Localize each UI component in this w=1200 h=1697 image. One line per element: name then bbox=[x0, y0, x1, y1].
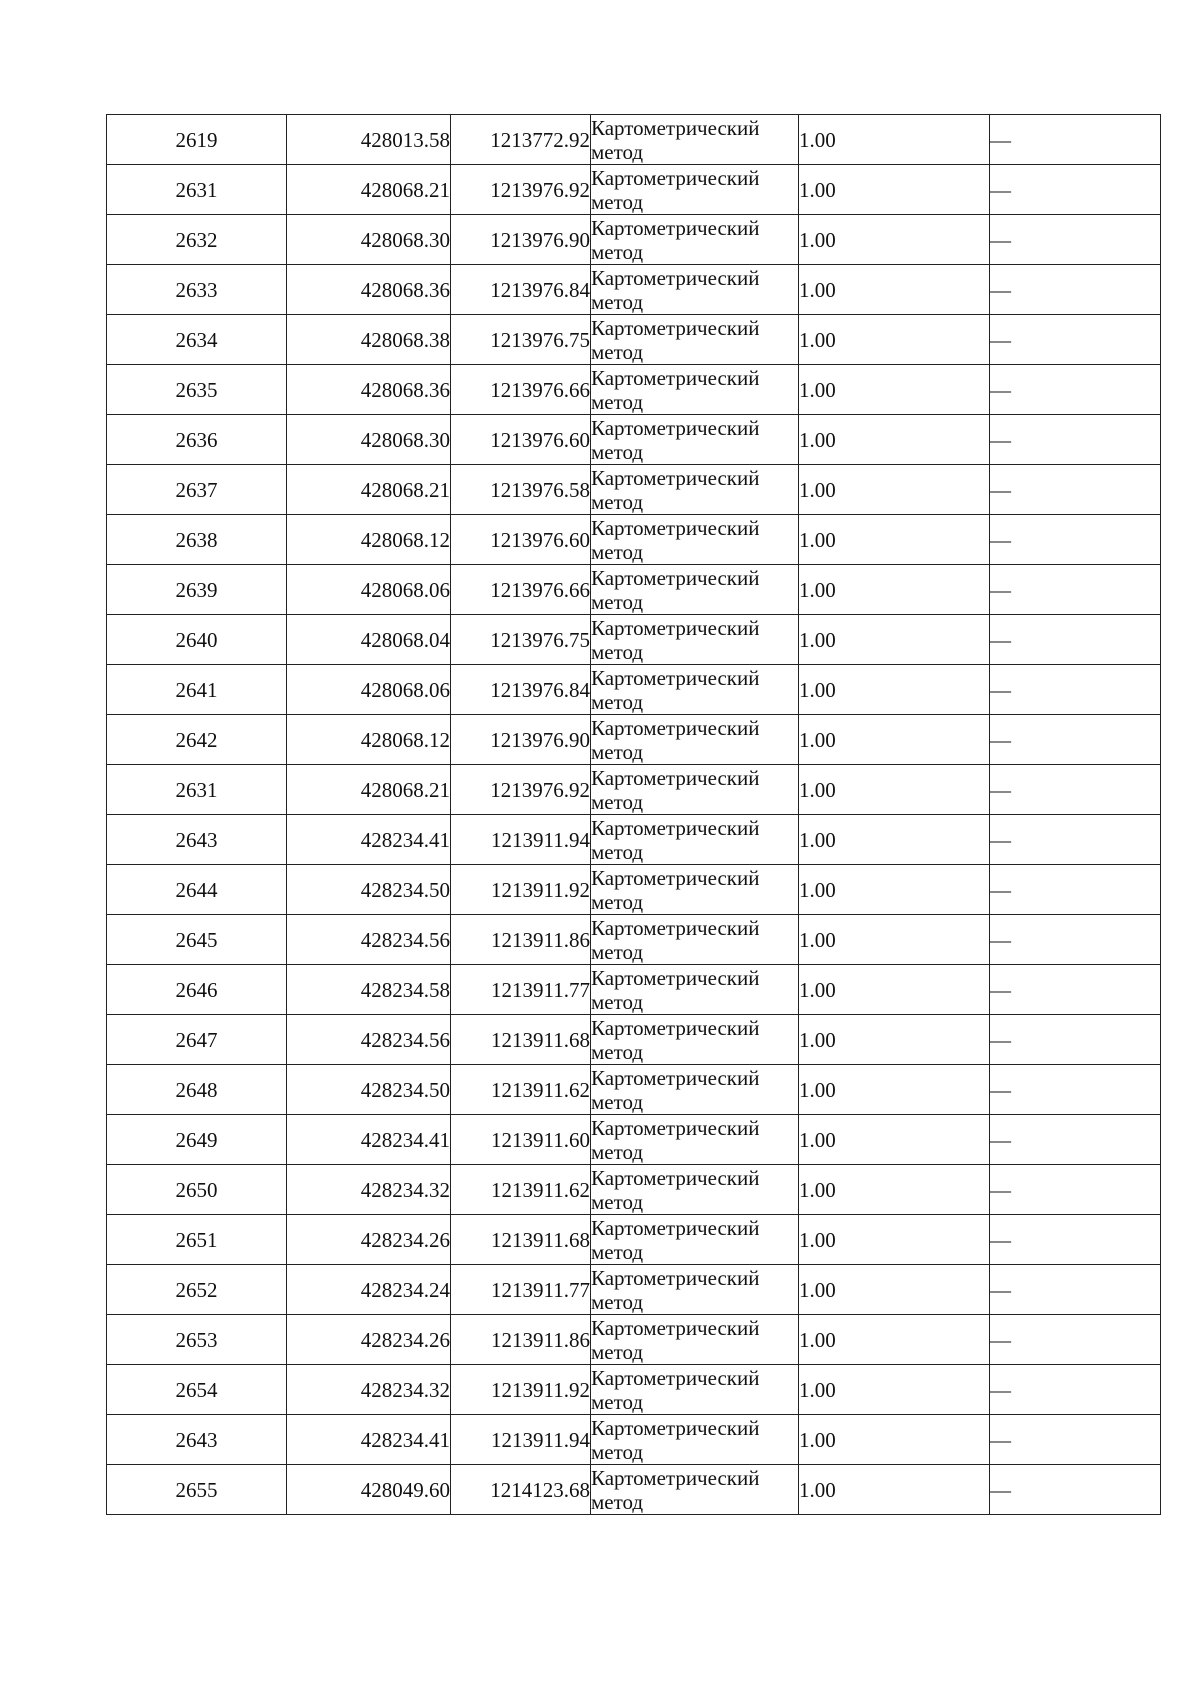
x-coordinate-cell: 428234.41 bbox=[287, 1415, 451, 1465]
x-coordinate-cell: 428068.12 bbox=[287, 515, 451, 565]
description-cell: — bbox=[990, 1015, 1161, 1065]
point-number-cell: 2641 bbox=[107, 665, 287, 715]
method-line-2: метод bbox=[591, 689, 644, 714]
method-line-2: метод bbox=[591, 1139, 644, 1164]
table-row bbox=[107, 1015, 1161, 1065]
accuracy-cell: 1.00 bbox=[799, 615, 990, 665]
accuracy-cell: 1.00 bbox=[799, 1465, 990, 1515]
description-cell: — bbox=[990, 265, 1161, 315]
x-coordinate-cell: 428234.58 bbox=[287, 965, 451, 1015]
table-row bbox=[107, 865, 1161, 915]
table-row bbox=[107, 115, 1161, 165]
x-coordinate-cell: 428068.21 bbox=[287, 465, 451, 515]
table-row bbox=[107, 465, 1161, 515]
method-cell bbox=[591, 1315, 799, 1365]
y-coordinate-cell: 1213976.58 bbox=[451, 465, 591, 515]
point-number-cell: 2647 bbox=[107, 1015, 287, 1065]
method-line-2: метод bbox=[591, 1289, 644, 1314]
y-coordinate-cell: 1213911.92 bbox=[451, 1365, 591, 1415]
y-coordinate-cell: 1213911.94 bbox=[451, 815, 591, 865]
x-coordinate-cell: 428234.32 bbox=[287, 1365, 451, 1415]
method-line-2: метод bbox=[591, 1489, 644, 1514]
x-coordinate-cell: 428068.21 bbox=[287, 165, 451, 215]
method-line-1: Картометрический bbox=[591, 315, 760, 340]
description-cell: — bbox=[990, 1215, 1161, 1265]
description-cell: — bbox=[990, 815, 1161, 865]
method-line-1: Картометрический bbox=[591, 1315, 760, 1340]
table-row bbox=[107, 515, 1161, 565]
accuracy-cell: 1.00 bbox=[799, 765, 990, 815]
description-cell: — bbox=[990, 1365, 1161, 1415]
method-line-2: метод bbox=[591, 739, 644, 764]
description-cell: — bbox=[990, 715, 1161, 765]
method-line-2: метод bbox=[591, 1239, 644, 1264]
accuracy-cell: 1.00 bbox=[799, 1015, 990, 1065]
accuracy-cell: 1.00 bbox=[799, 565, 990, 615]
accuracy-cell: 1.00 bbox=[799, 365, 990, 415]
point-number-cell: 2638 bbox=[107, 515, 287, 565]
y-coordinate-cell: 1213911.77 bbox=[451, 965, 591, 1015]
method-cell bbox=[591, 1065, 799, 1115]
x-coordinate-cell: 428068.12 bbox=[287, 715, 451, 765]
point-number-cell: 2651 bbox=[107, 1215, 287, 1265]
y-coordinate-cell: 1213911.86 bbox=[451, 1315, 591, 1365]
table-row bbox=[107, 965, 1161, 1015]
x-coordinate-cell: 428234.26 bbox=[287, 1215, 451, 1265]
method-cell bbox=[591, 615, 799, 665]
y-coordinate-cell: 1213911.68 bbox=[451, 1215, 591, 1265]
method-line-2: метод bbox=[591, 1339, 644, 1364]
x-coordinate-cell: 428234.56 bbox=[287, 915, 451, 965]
method-cell bbox=[591, 965, 799, 1015]
method-cell bbox=[591, 665, 799, 715]
method-line-1: Картометрический bbox=[591, 815, 760, 840]
table-row bbox=[107, 1415, 1161, 1465]
y-coordinate-cell: 1213976.66 bbox=[451, 565, 591, 615]
point-number-cell: 2642 bbox=[107, 715, 287, 765]
description-cell: — bbox=[990, 465, 1161, 515]
method-line-1: Картометрический bbox=[591, 415, 760, 440]
description-cell: — bbox=[990, 365, 1161, 415]
method-line-2: метод bbox=[591, 389, 644, 414]
x-coordinate-cell: 428234.26 bbox=[287, 1315, 451, 1365]
table-row bbox=[107, 1465, 1161, 1515]
method-line-1: Картометрический bbox=[591, 765, 760, 790]
method-line-1: Картометрический bbox=[591, 1415, 760, 1440]
method-line-2: метод bbox=[591, 539, 644, 564]
point-number-cell: 2655 bbox=[107, 1465, 287, 1515]
accuracy-cell: 1.00 bbox=[799, 865, 990, 915]
accuracy-cell: 1.00 bbox=[799, 465, 990, 515]
accuracy-cell: 1.00 bbox=[799, 1415, 990, 1465]
x-coordinate-cell: 428234.41 bbox=[287, 815, 451, 865]
description-cell: — bbox=[990, 1465, 1161, 1515]
x-coordinate-cell: 428068.36 bbox=[287, 365, 451, 415]
table-row bbox=[107, 565, 1161, 615]
table-row bbox=[107, 915, 1161, 965]
method-cell bbox=[591, 265, 799, 315]
x-coordinate-cell: 428068.30 bbox=[287, 215, 451, 265]
method-line-2: метод bbox=[591, 339, 644, 364]
table-row bbox=[107, 765, 1161, 815]
method-line-2: метод bbox=[591, 839, 644, 864]
method-line-1: Картометрический bbox=[591, 265, 760, 290]
y-coordinate-cell: 1214123.68 bbox=[451, 1465, 591, 1515]
description-cell: — bbox=[990, 165, 1161, 215]
method-line-1: Картометрический bbox=[591, 1165, 760, 1190]
y-coordinate-cell: 1213911.86 bbox=[451, 915, 591, 965]
point-number-cell: 2632 bbox=[107, 215, 287, 265]
method-line-1: Картометрический bbox=[591, 615, 760, 640]
point-number-cell: 2643 bbox=[107, 1415, 287, 1465]
description-cell: — bbox=[990, 865, 1161, 915]
table-row bbox=[107, 315, 1161, 365]
method-line-1: Картометрический bbox=[591, 1465, 760, 1490]
table-row bbox=[107, 1365, 1161, 1415]
x-coordinate-cell: 428068.06 bbox=[287, 665, 451, 715]
table-row bbox=[107, 1065, 1161, 1115]
description-cell: — bbox=[990, 1115, 1161, 1165]
y-coordinate-cell: 1213976.84 bbox=[451, 265, 591, 315]
description-cell: — bbox=[990, 1265, 1161, 1315]
y-coordinate-cell: 1213911.62 bbox=[451, 1165, 591, 1215]
accuracy-cell: 1.00 bbox=[799, 1165, 990, 1215]
method-line-2: метод bbox=[591, 189, 644, 214]
point-number-cell: 2637 bbox=[107, 465, 287, 515]
x-coordinate-cell: 428068.38 bbox=[287, 315, 451, 365]
point-number-cell: 2650 bbox=[107, 1165, 287, 1215]
y-coordinate-cell: 1213976.90 bbox=[451, 715, 591, 765]
method-cell bbox=[591, 465, 799, 515]
y-coordinate-cell: 1213911.60 bbox=[451, 1115, 591, 1165]
method-cell bbox=[591, 915, 799, 965]
method-line-2: метод bbox=[591, 939, 644, 964]
table-row bbox=[107, 365, 1161, 415]
table-row bbox=[107, 1315, 1161, 1365]
table-row bbox=[107, 1115, 1161, 1165]
method-cell bbox=[591, 1015, 799, 1065]
method-line-1: Картометрический bbox=[591, 365, 760, 390]
method-line-1: Картометрический bbox=[591, 1365, 760, 1390]
method-line-1: Картометрический bbox=[591, 165, 760, 190]
description-cell: — bbox=[990, 415, 1161, 465]
x-coordinate-cell: 428049.60 bbox=[287, 1465, 451, 1515]
accuracy-cell: 1.00 bbox=[799, 965, 990, 1015]
point-number-cell: 2635 bbox=[107, 365, 287, 415]
method-cell bbox=[591, 215, 799, 265]
method-line-1: Картометрический bbox=[591, 565, 760, 590]
y-coordinate-cell: 1213976.60 bbox=[451, 415, 591, 465]
accuracy-cell: 1.00 bbox=[799, 1115, 990, 1165]
x-coordinate-cell: 428068.21 bbox=[287, 765, 451, 815]
method-line-1: Картометрический bbox=[591, 965, 760, 990]
accuracy-cell: 1.00 bbox=[799, 915, 990, 965]
y-coordinate-cell: 1213911.94 bbox=[451, 1415, 591, 1465]
description-cell: — bbox=[990, 1065, 1161, 1115]
table-row bbox=[107, 715, 1161, 765]
table-row bbox=[107, 165, 1161, 215]
method-cell bbox=[591, 165, 799, 215]
coordinates-table-body bbox=[107, 115, 1161, 1515]
method-line-1: Картометрический bbox=[591, 915, 760, 940]
method-line-2: метод bbox=[591, 239, 644, 264]
table-row bbox=[107, 815, 1161, 865]
table-row bbox=[107, 615, 1161, 665]
point-number-cell: 2644 bbox=[107, 865, 287, 915]
method-line-2: метод bbox=[591, 1189, 644, 1214]
table-row bbox=[107, 1215, 1161, 1265]
method-line-1: Картометрический bbox=[591, 1215, 760, 1240]
x-coordinate-cell: 428068.06 bbox=[287, 565, 451, 615]
method-cell bbox=[591, 1365, 799, 1415]
point-number-cell: 2653 bbox=[107, 1315, 287, 1365]
method-line-2: метод bbox=[591, 439, 644, 464]
method-cell bbox=[591, 415, 799, 465]
accuracy-cell: 1.00 bbox=[799, 515, 990, 565]
method-cell bbox=[591, 1265, 799, 1315]
description-cell: — bbox=[990, 1315, 1161, 1365]
method-cell bbox=[591, 315, 799, 365]
method-line-2: метод bbox=[591, 889, 644, 914]
x-coordinate-cell: 428234.32 bbox=[287, 1165, 451, 1215]
description-cell: — bbox=[990, 765, 1161, 815]
point-number-cell: 2634 bbox=[107, 315, 287, 365]
description-cell: — bbox=[990, 1415, 1161, 1465]
table-row bbox=[107, 665, 1161, 715]
table-row bbox=[107, 215, 1161, 265]
accuracy-cell: 1.00 bbox=[799, 1365, 990, 1415]
x-coordinate-cell: 428234.50 bbox=[287, 1065, 451, 1115]
table-row bbox=[107, 1265, 1161, 1315]
method-line-1: Картометрический bbox=[591, 665, 760, 690]
x-coordinate-cell: 428013.58 bbox=[287, 115, 451, 165]
y-coordinate-cell: 1213976.66 bbox=[451, 365, 591, 415]
method-cell bbox=[591, 1115, 799, 1165]
description-cell: — bbox=[990, 115, 1161, 165]
description-cell: — bbox=[990, 915, 1161, 965]
method-cell bbox=[591, 1415, 799, 1465]
description-cell: — bbox=[990, 515, 1161, 565]
method-cell bbox=[591, 365, 799, 415]
y-coordinate-cell: 1213911.62 bbox=[451, 1065, 591, 1115]
accuracy-cell: 1.00 bbox=[799, 165, 990, 215]
point-number-cell: 2636 bbox=[107, 415, 287, 465]
accuracy-cell: 1.00 bbox=[799, 1065, 990, 1115]
method-cell bbox=[591, 865, 799, 915]
y-coordinate-cell: 1213976.90 bbox=[451, 215, 591, 265]
accuracy-cell: 1.00 bbox=[799, 715, 990, 765]
method-line-2: метод bbox=[591, 139, 644, 164]
method-cell bbox=[591, 1215, 799, 1265]
method-line-2: метод bbox=[591, 589, 644, 614]
method-line-1: Картометрический bbox=[591, 1265, 760, 1290]
description-cell: — bbox=[990, 665, 1161, 715]
point-number-cell: 2648 bbox=[107, 1065, 287, 1115]
point-number-cell: 2643 bbox=[107, 815, 287, 865]
method-line-1: Картометрический bbox=[591, 1065, 760, 1090]
point-number-cell: 2645 bbox=[107, 915, 287, 965]
description-cell: — bbox=[990, 965, 1161, 1015]
method-line-2: метод bbox=[591, 489, 644, 514]
y-coordinate-cell: 1213976.75 bbox=[451, 315, 591, 365]
accuracy-cell: 1.00 bbox=[799, 1215, 990, 1265]
accuracy-cell: 1.00 bbox=[799, 315, 990, 365]
method-line-2: метод bbox=[591, 989, 644, 1014]
x-coordinate-cell: 428234.50 bbox=[287, 865, 451, 915]
accuracy-cell: 1.00 bbox=[799, 115, 990, 165]
y-coordinate-cell: 1213911.92 bbox=[451, 865, 591, 915]
x-coordinate-cell: 428234.56 bbox=[287, 1015, 451, 1065]
method-cell bbox=[591, 115, 799, 165]
x-coordinate-cell: 428068.30 bbox=[287, 415, 451, 465]
x-coordinate-cell: 428234.24 bbox=[287, 1265, 451, 1315]
method-cell bbox=[591, 1465, 799, 1515]
accuracy-cell: 1.00 bbox=[799, 665, 990, 715]
method-line-2: метод bbox=[591, 639, 644, 664]
method-line-2: метод bbox=[591, 1439, 644, 1464]
point-number-cell: 2652 bbox=[107, 1265, 287, 1315]
point-number-cell: 2640 bbox=[107, 615, 287, 665]
description-cell: — bbox=[990, 1165, 1161, 1215]
accuracy-cell: 1.00 bbox=[799, 1315, 990, 1365]
x-coordinate-cell: 428068.36 bbox=[287, 265, 451, 315]
method-line-1: Картометрический bbox=[591, 865, 760, 890]
method-cell bbox=[591, 715, 799, 765]
y-coordinate-cell: 1213976.84 bbox=[451, 665, 591, 715]
method-cell bbox=[591, 515, 799, 565]
method-cell bbox=[591, 565, 799, 615]
method-line-2: метод bbox=[591, 289, 644, 314]
description-cell: — bbox=[990, 615, 1161, 665]
method-line-1: Картометрический bbox=[591, 1015, 760, 1040]
method-line-1: Картометрический bbox=[591, 1115, 760, 1140]
method-cell bbox=[591, 815, 799, 865]
point-number-cell: 2654 bbox=[107, 1365, 287, 1415]
y-coordinate-cell: 1213976.60 bbox=[451, 515, 591, 565]
point-number-cell: 2649 bbox=[107, 1115, 287, 1165]
point-number-cell: 2619 bbox=[107, 115, 287, 165]
method-line-2: метод bbox=[591, 1089, 644, 1114]
accuracy-cell: 1.00 bbox=[799, 415, 990, 465]
method-line-2: метод bbox=[591, 1039, 644, 1064]
accuracy-cell: 1.00 bbox=[799, 265, 990, 315]
point-number-cell: 2631 bbox=[107, 165, 287, 215]
accuracy-cell: 1.00 bbox=[799, 215, 990, 265]
y-coordinate-cell: 1213976.75 bbox=[451, 615, 591, 665]
point-number-cell: 2633 bbox=[107, 265, 287, 315]
x-coordinate-cell: 428068.04 bbox=[287, 615, 451, 665]
y-coordinate-cell: 1213911.77 bbox=[451, 1265, 591, 1315]
method-cell bbox=[591, 1165, 799, 1215]
accuracy-cell: 1.00 bbox=[799, 1265, 990, 1315]
method-line-2: метод bbox=[591, 789, 644, 814]
method-line-2: метод bbox=[591, 1389, 644, 1414]
table-row bbox=[107, 1165, 1161, 1215]
accuracy-cell: 1.00 bbox=[799, 815, 990, 865]
y-coordinate-cell: 1213911.68 bbox=[451, 1015, 591, 1065]
method-line-1: Картометрический bbox=[591, 715, 760, 740]
y-coordinate-cell: 1213976.92 bbox=[451, 765, 591, 815]
description-cell: — bbox=[990, 315, 1161, 365]
description-cell: — bbox=[990, 565, 1161, 615]
method-line-1: Картометрический bbox=[591, 115, 760, 140]
method-line-1: Картометрический bbox=[591, 215, 760, 240]
point-number-cell: 2646 bbox=[107, 965, 287, 1015]
point-number-cell: 2631 bbox=[107, 765, 287, 815]
method-cell bbox=[591, 765, 799, 815]
method-line-1: Картометрический bbox=[591, 465, 760, 490]
coordinates-table bbox=[106, 114, 1161, 1515]
x-coordinate-cell: 428234.41 bbox=[287, 1115, 451, 1165]
description-cell: — bbox=[990, 215, 1161, 265]
y-coordinate-cell: 1213976.92 bbox=[451, 165, 591, 215]
method-line-1: Картометрический bbox=[591, 515, 760, 540]
point-number-cell: 2639 bbox=[107, 565, 287, 615]
y-coordinate-cell: 1213772.92 bbox=[451, 115, 591, 165]
table-row bbox=[107, 415, 1161, 465]
table-row bbox=[107, 265, 1161, 315]
